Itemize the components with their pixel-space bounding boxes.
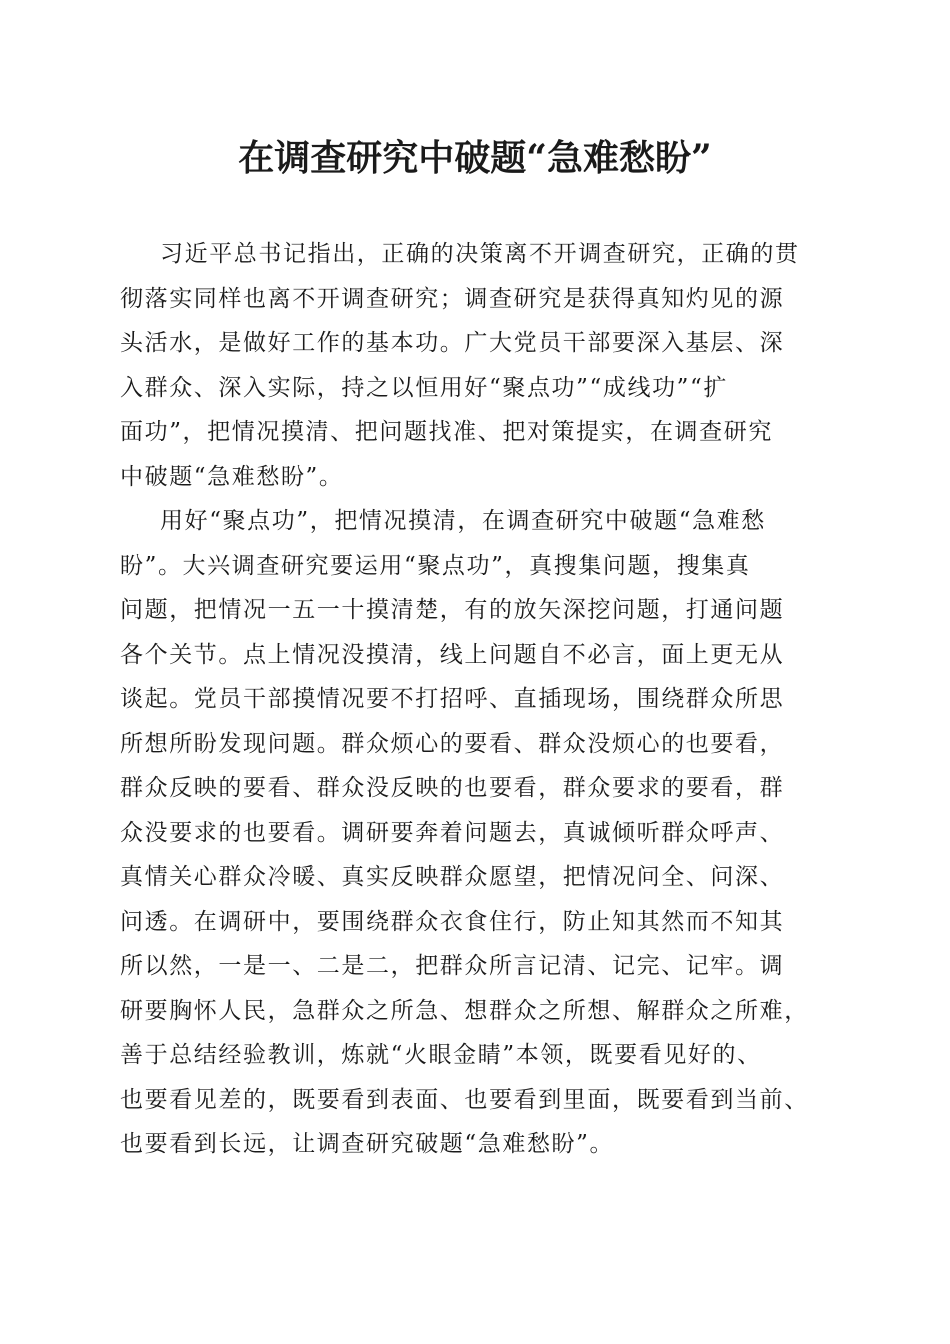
paragraph-line: 研要胸怀人民，急群众之所急、想群众之所想、解群众之所难， [120,997,809,1024]
paragraph-line: 也要看到长远，让调查研究破题“急难愁盼”。 [120,1131,615,1157]
paragraph-line: 入群众、深入实际，持之以恒用好“聚点功”“成线功”“扩 [120,374,728,401]
paragraph-line: 所以然，一是一、二是二，把群众所言记清、记完、记牢。调 [120,953,785,979]
paragraph-line: 问题，把情况一五一十摸清楚，有的放矢深挖问题，打通问题 [120,597,785,623]
paragraph-line: 头活水，是做好工作的基本功。广大党员干部要深入基层、深 [120,330,785,356]
paragraph-line: 善于总结经验教训，炼就“火眼金睛”本领，既要看见好的、 [120,1042,762,1068]
document-body [120,232,832,1167]
paragraph-line: 群众反映的要看、群众没反映的也要看，群众要求的要看，群 [120,775,785,801]
document-title: 在调查研究中破题“急难愁盼” [238,137,712,179]
paragraph-line: 中破题“急难愁盼”。 [120,463,344,490]
paragraph-line: 众没要求的也要看。调研要奔着问题去，真诚倾听群众呼声、 [120,819,785,846]
paragraph-line: 所想所盼发现问题。群众烦心的要看、群众没烦心的也要看， [120,730,785,757]
paragraph-line: 问透。在调研中，要围绕群众衣食住行，防止知其然而不知其 [120,908,785,935]
paragraph-line: 盼”。大兴调查研究要运用“聚点功”，真搜集问题，搜集真 [120,552,751,579]
paragraph-line: 用好“聚点功”，把情况摸清，在调查研究中破题“急难愁 [160,508,766,534]
paragraph-line: 面功”，把情况摸清、把问题找准、把对策提实，在调查研究 [120,419,773,445]
paragraph-line: 真情关心群众冷暖、真实反映群众愿望，把情况问全、问深、 [120,864,785,890]
paragraph-line: 习近平总书记指出，正确的决策离不开调查研究，正确的贯 [160,241,800,267]
paragraph-line: 也要看见差的，既要看到表面、也要看到里面，既要看到当前、 [120,1086,809,1113]
paragraph-line: 谈起。党员干部摸情况要不打招呼、直插现场，围绕群众所思 [120,686,785,712]
paragraph-line: 各个关节。点上情况没摸清，线上问题自不必言，面上更无从 [120,641,785,668]
paragraph-line: 彻落实同样也离不开调查研究；调查研究是获得真知灼见的源 [120,285,785,312]
paragraph-1 [120,232,832,499]
paragraph-2 [120,499,832,1167]
